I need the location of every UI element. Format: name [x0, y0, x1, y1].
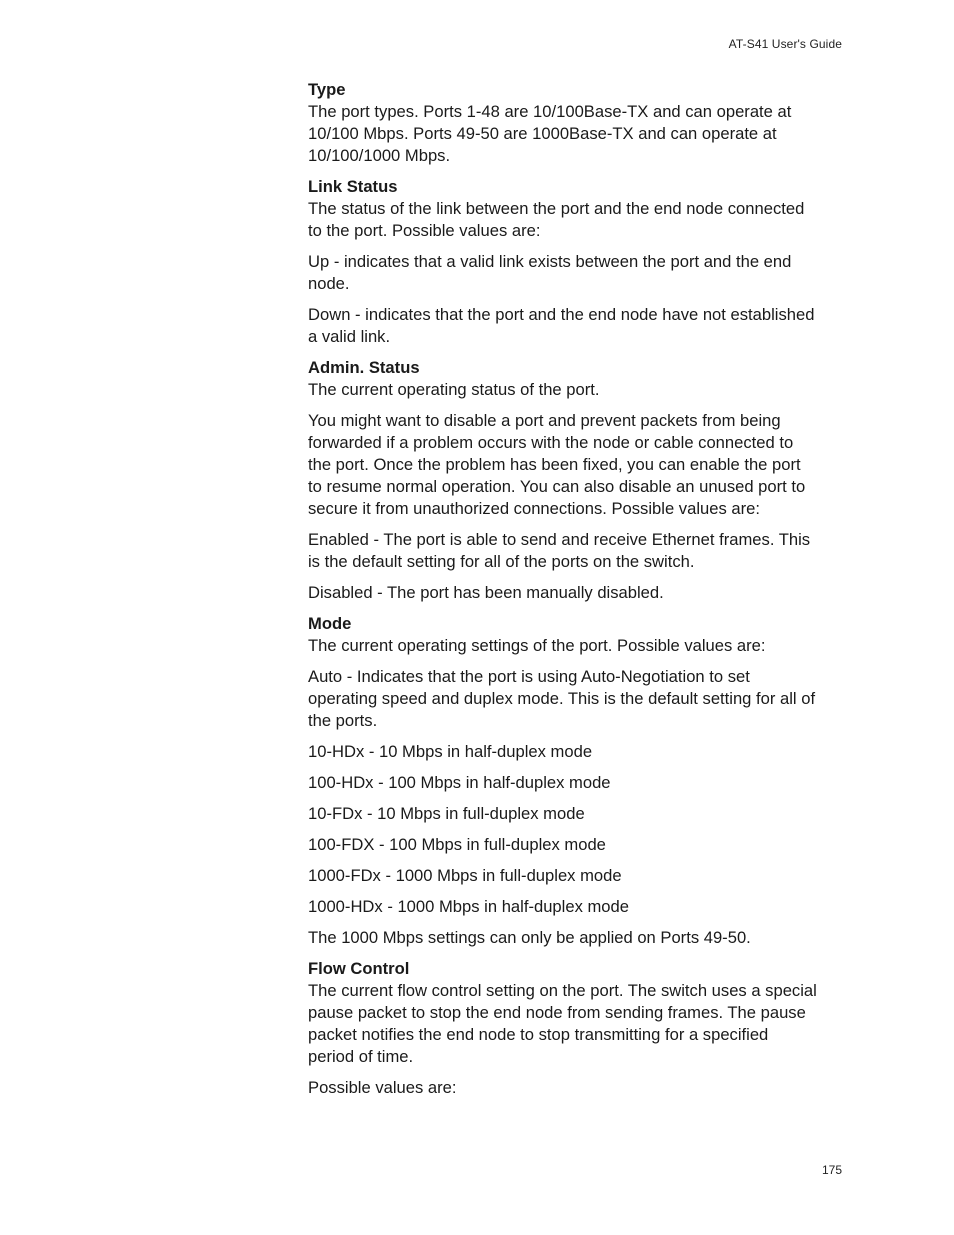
paragraph: The status of the link between the port and the end node connected to the port. Possible values are:	[308, 199, 805, 240]
section-type	[308, 79, 818, 167]
paragraph: Disabled - The port has been manually disabled.	[308, 583, 664, 602]
document-body	[308, 79, 818, 1108]
paragraph: The port types. Ports 1-48 are 10/100Base-TX and can operate at 10/100 Mbps. Ports 49-50 are 1000Base-TX and can operate at 10/100/1000 Mbps.	[308, 102, 792, 165]
paragraph: Up - indicates that a valid link exists between the port and the end node.	[308, 252, 792, 293]
section-admin-status	[308, 357, 818, 604]
section-heading: Link Status	[308, 177, 398, 196]
section-flow-control	[308, 958, 818, 1099]
section-heading: Type	[308, 80, 346, 99]
section-heading: Admin. Status	[308, 358, 420, 377]
running-header: AT-S41 User's Guide	[728, 37, 842, 51]
section-heading: Mode	[308, 614, 352, 633]
paragraph: 100-FDX - 100 Mbps in full-duplex mode	[308, 835, 606, 854]
paragraph: The current operating status of the port.	[308, 380, 600, 399]
paragraph: The 1000 Mbps settings can only be applied on Ports 49-50.	[308, 928, 751, 947]
paragraph: The current flow control setting on the port. The switch uses a special pause packet to stop the end node from sending frames. The pause packet notifies the end node to stop transmitting for a specified period of time.	[308, 981, 817, 1066]
paragraph: Auto - Indicates that the port is using Auto-Negotiation to set operating speed and duplex mode. This is the default setting for all of the ports.	[308, 667, 816, 730]
paragraph: Down - indicates that the port and the end node have not established a valid link.	[308, 305, 815, 346]
paragraph: 1000-HDx - 1000 Mbps in half-duplex mode	[308, 897, 629, 916]
section-link-status	[308, 176, 818, 348]
section-heading: Flow Control	[308, 959, 410, 978]
paragraph: 1000-FDx - 1000 Mbps in full-duplex mode	[308, 866, 622, 885]
paragraph: 100-HDx - 100 Mbps in half-duplex mode	[308, 773, 611, 792]
paragraph: You might want to disable a port and prevent packets from being forwarded if a problem occurs with the node or cable connected to the port. Once the problem has been fixed, you can enable the port to resume normal operation. You can also disable an unused port to secure it from unauthorized connections. Possible values are:	[308, 411, 806, 518]
page-number: 175	[821, 1163, 842, 1177]
paragraph: The current operating settings of the port. Possible values are:	[308, 636, 766, 655]
section-mode	[308, 613, 818, 949]
paragraph: 10-FDx - 10 Mbps in full-duplex mode	[308, 804, 585, 823]
paragraph: 10-HDx - 10 Mbps in half-duplex mode	[308, 742, 593, 761]
paragraph: Possible values are:	[308, 1078, 457, 1097]
paragraph: Enabled - The port is able to send and receive Ethernet frames. This is the default setting for all of the ports on the switch.	[308, 530, 811, 571]
